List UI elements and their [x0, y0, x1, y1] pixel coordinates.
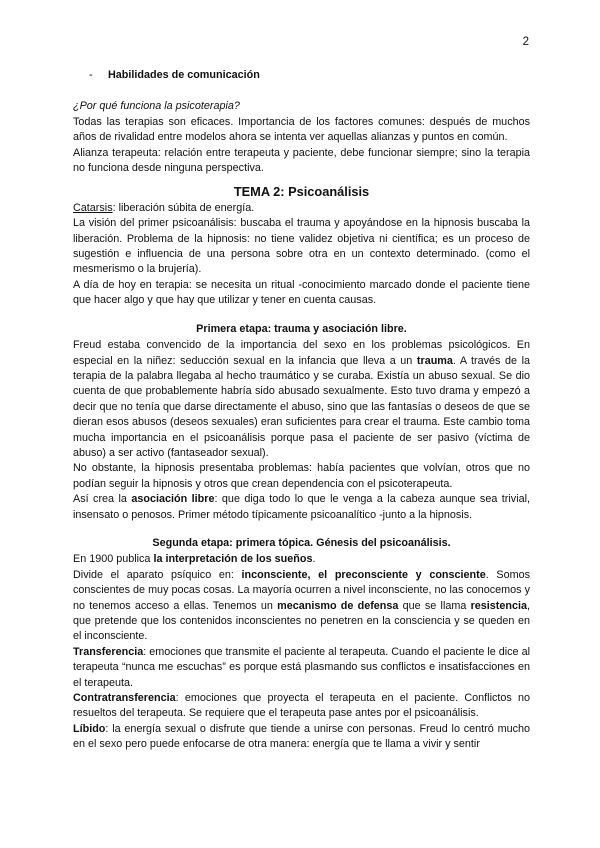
paragraph-catarsis [73, 201, 530, 216]
paragraph-eficaces: Todas las terapias son eficaces. Importancia de los factores comunes: después de muchos años de rivalidad entre modelos ahora se intenta ver aquellas alianzas y puntos en común. [73, 115, 530, 144]
en1900-text-a: En 1900 publica [73, 553, 154, 566]
page-number: 2 [522, 36, 529, 48]
paragraph-divide [73, 568, 530, 645]
paragraph-libido [73, 722, 530, 753]
divide-bold-b: inconsciente, el preconsciente y consciente [241, 568, 486, 581]
paragraph-1900 [73, 552, 530, 567]
paragraph-alianza: Alianza terapeuta: relación entre terapeuta y paciente, debe funcionar siempre; sino la terapia no funciona desde ninguna perspectiva. [73, 146, 530, 175]
en1900-bold: la interpretación de los sueños [153, 553, 313, 566]
etapa1-title: Primera etapa: trauma y asociación libre. [196, 322, 407, 335]
document-body [73, 68, 530, 753]
contratransferencia-term: Contratransferencia [73, 692, 176, 705]
paragraph-freud [73, 338, 530, 461]
divide-text-g: , que pretende que los contenidos inconscientes no penetren en la consciencia y se queden en el inconsciente. [73, 599, 531, 643]
asoc-text-a: Así crea la [73, 493, 132, 506]
divide-text-e: que se llama [398, 599, 471, 612]
paragraph-transferencia [73, 645, 530, 691]
catarsis-text: : liberación súbita de energía. [112, 201, 255, 214]
freud-bold-trauma: trauma [416, 354, 453, 367]
divide-bold-d: mecanismo de defensa [277, 599, 399, 612]
bullet-item [89, 68, 530, 83]
libido-term: Líbido [73, 722, 106, 735]
asoc-bold: asociación libre [131, 493, 215, 506]
paragraph-vision: La visión del primer psicoanálisis: buscaba el trauma y apoyándose en la hipnosis buscaba la liberación. Problema de la hipnosis: no tiene validez objetiva ni científica; es un proceso de sugestión e influencia de una persona sobre otra en un contexto determinado. (como el mesmerismo o la brujería). [73, 217, 530, 276]
bullet-dash: - [89, 69, 93, 81]
contratransferencia-text: : emociones que proyecta el terapeuta en el paciente. Conflictos no resueltos del terapeuta. Se requiere que el terapeuta pase antes por el psicoanálisis. [73, 692, 530, 720]
libido-text: : la energía sexual o disfrute que tiende a unirse con personas. Freud lo centró mucho en el sexo pero puede enfocarse de otra manera: energía que te llama a vivir y sentir [73, 722, 530, 751]
en1900-text-c: . [312, 553, 316, 566]
paragraph-contratransferencia [73, 691, 530, 722]
tema-title: TEMA 2: Psicoanálisis [233, 184, 370, 200]
transferencia-term: Transferencia [73, 645, 144, 658]
divide-text-c: . Somos conscientes de muy pocas cosas. La mayoría ocurren a nivel inconsciente, no las conocemos y no tenemos acceso a ellas. Tenemos un [73, 568, 531, 612]
catarsis-term: Catarsis [73, 201, 113, 214]
question-heading: ¿Por qué funciona la psicoterapia? [73, 100, 240, 113]
paragraph-no-obstante: No obstante, la hipnosis presentaba problemas: había pacientes que volvían, otros que no podían seguir la hipnosis y otros que crean dependencia con el psicoterapeuta. [73, 462, 530, 490]
paragraph-asociacion [73, 492, 530, 523]
divide-text-a: Divide el aparato psíquico en: [73, 568, 242, 581]
freud-text-c: . A través de la terapia de la palabra llegaba al hecho traumático y se curaba. Existía un abuso sexual. Se dio cuenta de que probablemente habría sido abusado sexualmente. Esto tuvo drama y empezó a decir que no tenía que darse directamente el abuso, sino que las fantasías o deseos de que se dieran esos abusos (deseos sexuales) eran suficientes para crear el trauma. Este cambio toma mucha importancia en el psicoanálisis porque pasa el paciente de ser pasivo (víctima de abuso) a ser activo (fantaseador sexual). [73, 354, 530, 459]
freud-text-a: Freud estaba convencido de la importancia del sexo en los problemas psicológicos. En especial en la niñez: seducción sexual en la infancia que lleva a un [73, 339, 530, 367]
divide-bold-f: resistencia [470, 599, 528, 612]
paragraph-ritual: A día de hoy en terapia: se necesita un ritual -conocimiento marcado donde el paciente tiene que hacer algo y que hay que utilizar y tener en cuenta causas. [73, 278, 530, 307]
bullet-text: Habilidades de comunicación [108, 69, 260, 81]
etapa2-title: Segunda etapa: primera tópica. Génesis del psicoanálisis. [152, 536, 451, 549]
asoc-text-c: : que diga todo lo que le venga a la cabeza aunque sea trivial, insensato o penosos. Primer método típicamente psicoanalítico -junto a la hipnosis. [73, 493, 530, 521]
transferencia-text: : emociones que transmite el paciente al terapeuta. Cuando el paciente le dice al terapeuta “nunca me escuchas” es porque está plasmando sus conflictos e insatisfacciones en el terapeuta. [73, 645, 530, 689]
